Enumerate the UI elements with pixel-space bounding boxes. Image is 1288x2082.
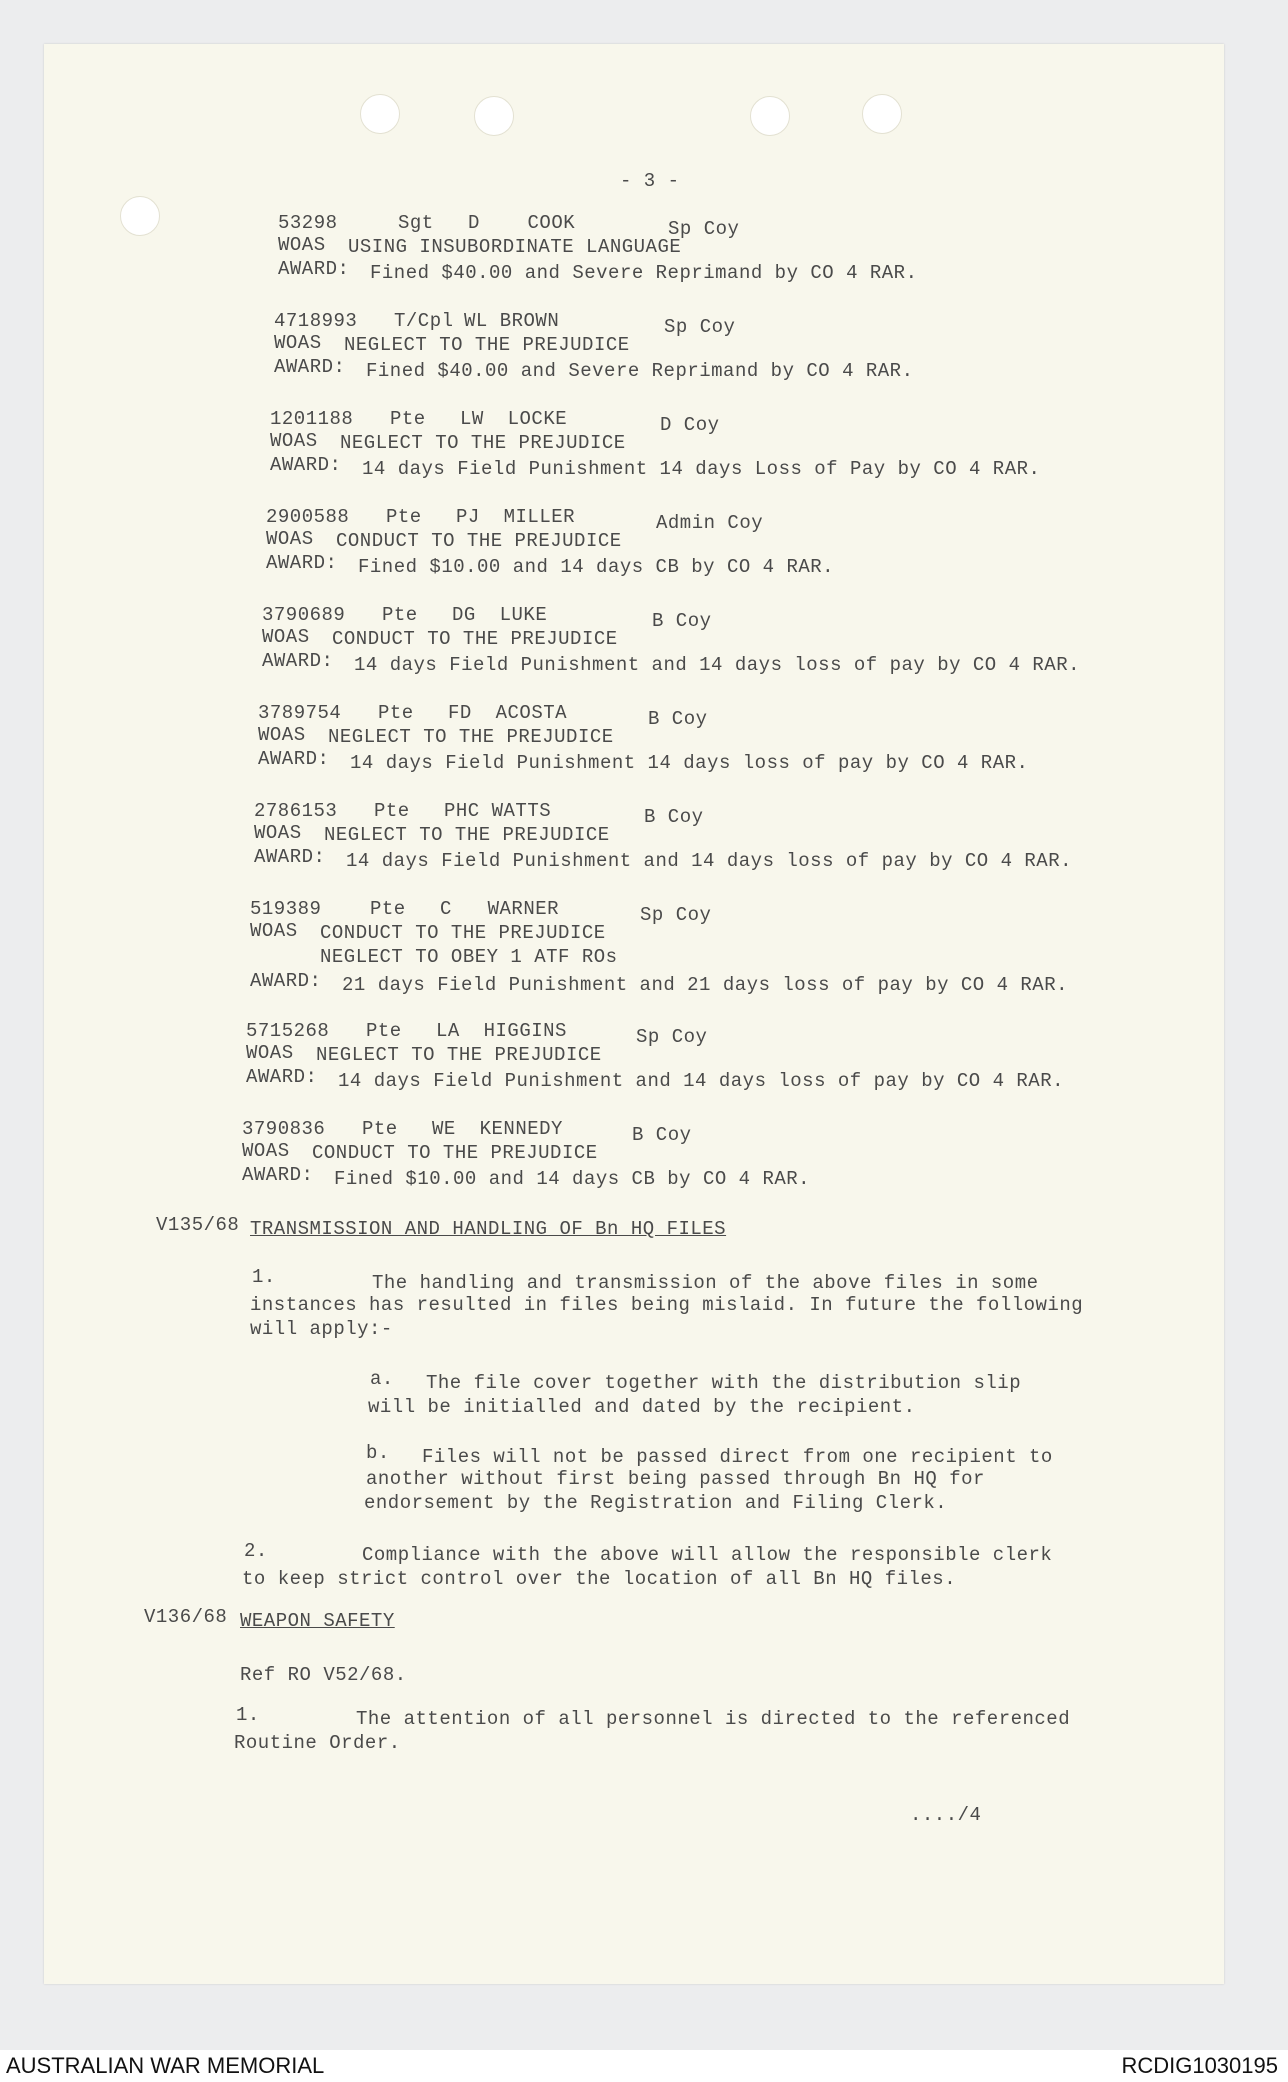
archive-id: RCDIG1030195 — [1121, 2053, 1278, 2078]
punch-hole — [862, 94, 902, 134]
award-label: AWARD: — [242, 1164, 314, 1186]
award-label: AWARD: — [246, 1066, 318, 1088]
paragraph-line: Compliance with the above will allow the responsible clerk — [362, 1544, 1053, 1566]
award-label: AWARD: — [270, 454, 342, 476]
subparagraph-letter: a. — [370, 1368, 394, 1390]
woas-label: WOAS — [258, 724, 306, 746]
rank: Pte — [370, 898, 406, 920]
rank: Pte — [386, 506, 422, 528]
punch-hole — [474, 96, 514, 136]
paragraph-line: another without first being passed through Bn HQ for — [366, 1468, 985, 1490]
company: B Coy — [632, 1124, 692, 1146]
offence: CONDUCT TO THE PREJUDICE — [332, 628, 618, 650]
paragraph-line: will be initialled and dated by the recipient. — [368, 1396, 916, 1418]
paragraph-line: will apply:- — [250, 1318, 393, 1340]
woas-label: WOAS — [250, 920, 298, 942]
woas-label: WOAS — [262, 626, 310, 648]
rank: Pte — [362, 1118, 398, 1140]
service-number: 3790689 — [262, 604, 346, 626]
company: Sp Coy — [664, 316, 736, 338]
punch-hole — [360, 94, 400, 134]
rank: Pte — [382, 604, 418, 626]
service-number: 5715268 — [246, 1020, 330, 1042]
rank: Pte — [366, 1020, 402, 1042]
paragraph-number: 1. — [236, 1704, 260, 1726]
service-number: 4718993 — [274, 310, 358, 332]
punch-hole — [750, 96, 790, 136]
award-text: 14 days Field Punishment 14 days loss of pay by CO 4 RAR. — [350, 752, 1029, 774]
company: Sp Coy — [640, 904, 712, 926]
company: B Coy — [652, 610, 712, 632]
offence: CONDUCT TO THE PREJUDICE — [336, 530, 622, 552]
archive-footer — [0, 2050, 1288, 2082]
service-number: 3790836 — [242, 1118, 326, 1140]
service-number: 2786153 — [254, 800, 338, 822]
woas-label: WOAS — [246, 1042, 294, 1064]
section-ref: V136/68 — [144, 1606, 228, 1628]
rank: Pte — [378, 702, 414, 724]
paragraph-number: 1. — [252, 1266, 276, 1288]
service-number: 1201188 — [270, 408, 354, 430]
offence: NEGLECT TO THE PREJUDICE — [316, 1044, 602, 1066]
award-label: AWARD: — [250, 970, 322, 992]
archive-name: AUSTRALIAN WAR MEMORIAL — [6, 2053, 325, 2078]
paragraph-line: Routine Order. — [234, 1732, 401, 1754]
paragraph-line: instances has resulted in files being mislaid. In future the following — [250, 1294, 1084, 1316]
woas-label: WOAS — [270, 430, 318, 452]
offence: NEGLECT TO THE PREJUDICE — [344, 334, 630, 356]
award-label: AWARD: — [262, 650, 334, 672]
paragraph-line: Files will not be passed direct from one recipient to — [422, 1446, 1053, 1468]
woas-label: WOAS — [274, 332, 322, 354]
woas-label: WOAS — [266, 528, 314, 550]
paragraph-line: The handling and transmission of the above files in some — [372, 1272, 1039, 1294]
company: Admin Coy — [656, 512, 764, 534]
rank: T/Cpl — [394, 310, 454, 332]
section-title: WEAPON SAFETY — [240, 1610, 395, 1632]
soldier-name: C WARNER — [440, 898, 560, 920]
award-text: 14 days Field Punishment and 14 days loss of pay by CO 4 RAR. — [338, 1070, 1065, 1092]
offence: NEGLECT TO THE PREJUDICE — [324, 824, 610, 846]
continuation-marker: ..../4 — [910, 1804, 982, 1826]
company: B Coy — [648, 708, 708, 730]
offence: USING INSUBORDINATE LANGUAGE — [348, 236, 682, 258]
offence: CONDUCT TO THE PREJUDICE — [320, 922, 606, 944]
paragraph-line: endorsement by the Registration and Filing Clerk. — [364, 1492, 948, 1514]
woas-label: WOAS — [278, 234, 326, 256]
document-page — [44, 44, 1224, 1984]
reference-line: Ref RO V52/68. — [240, 1664, 407, 1686]
award-label: AWARD: — [278, 258, 350, 280]
service-number: 519389 — [250, 898, 322, 920]
rank: Pte — [390, 408, 426, 430]
soldier-name: DG LUKE — [452, 604, 548, 626]
rank: Sgt — [398, 212, 434, 234]
award-label: AWARD: — [258, 748, 330, 770]
award-label: AWARD: — [274, 356, 346, 378]
company: Sp Coy — [636, 1026, 708, 1048]
subparagraph-letter: b. — [366, 1442, 390, 1464]
award-text: 14 days Field Punishment and 14 days loss of pay by CO 4 RAR. — [346, 850, 1073, 872]
award-text: Fined $10.00 and 14 days CB by CO 4 RAR. — [358, 556, 835, 578]
woas-label: WOAS — [254, 822, 302, 844]
soldier-name: WE KENNEDY — [432, 1118, 563, 1140]
award-label: AWARD: — [254, 846, 326, 868]
company: B Coy — [644, 806, 704, 828]
paragraph-line: The attention of all personnel is directed to the referenced — [356, 1708, 1071, 1730]
soldier-name: FD ACOSTA — [448, 702, 568, 724]
company: D Coy — [660, 414, 720, 436]
paragraph-line: The file cover together with the distribution slip — [426, 1372, 1022, 1394]
award-text: 21 days Field Punishment and 21 days loss of pay by CO 4 RAR. — [342, 974, 1069, 996]
woas-label: WOAS — [242, 1140, 290, 1162]
offence: NEGLECT TO OBEY 1 ATF ROs — [320, 946, 618, 968]
offence: NEGLECT TO THE PREJUDICE — [340, 432, 626, 454]
company: Sp Coy — [668, 218, 740, 240]
page-number: - 3 - — [620, 170, 680, 192]
award-text: 14 days Field Punishment 14 days Loss of Pay by CO 4 RAR. — [362, 458, 1041, 480]
soldier-name: WL BROWN — [464, 310, 560, 332]
paragraph-line: to keep strict control over the location of all Bn HQ files. — [242, 1568, 957, 1590]
paragraph-number: 2. — [244, 1540, 268, 1562]
offence: CONDUCT TO THE PREJUDICE — [312, 1142, 598, 1164]
soldier-name: D COOK — [468, 212, 576, 234]
soldier-name: PJ MILLER — [456, 506, 576, 528]
soldier-name: PHC WATTS — [444, 800, 552, 822]
service-number: 2900588 — [266, 506, 350, 528]
award-text: Fined $40.00 and Severe Reprimand by CO 4 RAR. — [370, 262, 918, 284]
offence: NEGLECT TO THE PREJUDICE — [328, 726, 614, 748]
rank: Pte — [374, 800, 410, 822]
award-text: 14 days Field Punishment and 14 days loss of pay by CO 4 RAR. — [354, 654, 1081, 676]
soldier-name: LA HIGGINS — [436, 1020, 567, 1042]
award-label: AWARD: — [266, 552, 338, 574]
award-text: Fined $40.00 and Severe Reprimand by CO 4 RAR. — [366, 360, 914, 382]
section-title: TRANSMISSION AND HANDLING OF Bn HQ FILES — [250, 1218, 727, 1240]
service-number: 53298 — [278, 212, 338, 234]
award-text: Fined $10.00 and 14 days CB by CO 4 RAR. — [334, 1168, 811, 1190]
punch-hole — [120, 196, 160, 236]
soldier-name: LW LOCKE — [460, 408, 568, 430]
service-number: 3789754 — [258, 702, 342, 724]
section-ref: V135/68 — [156, 1214, 240, 1236]
